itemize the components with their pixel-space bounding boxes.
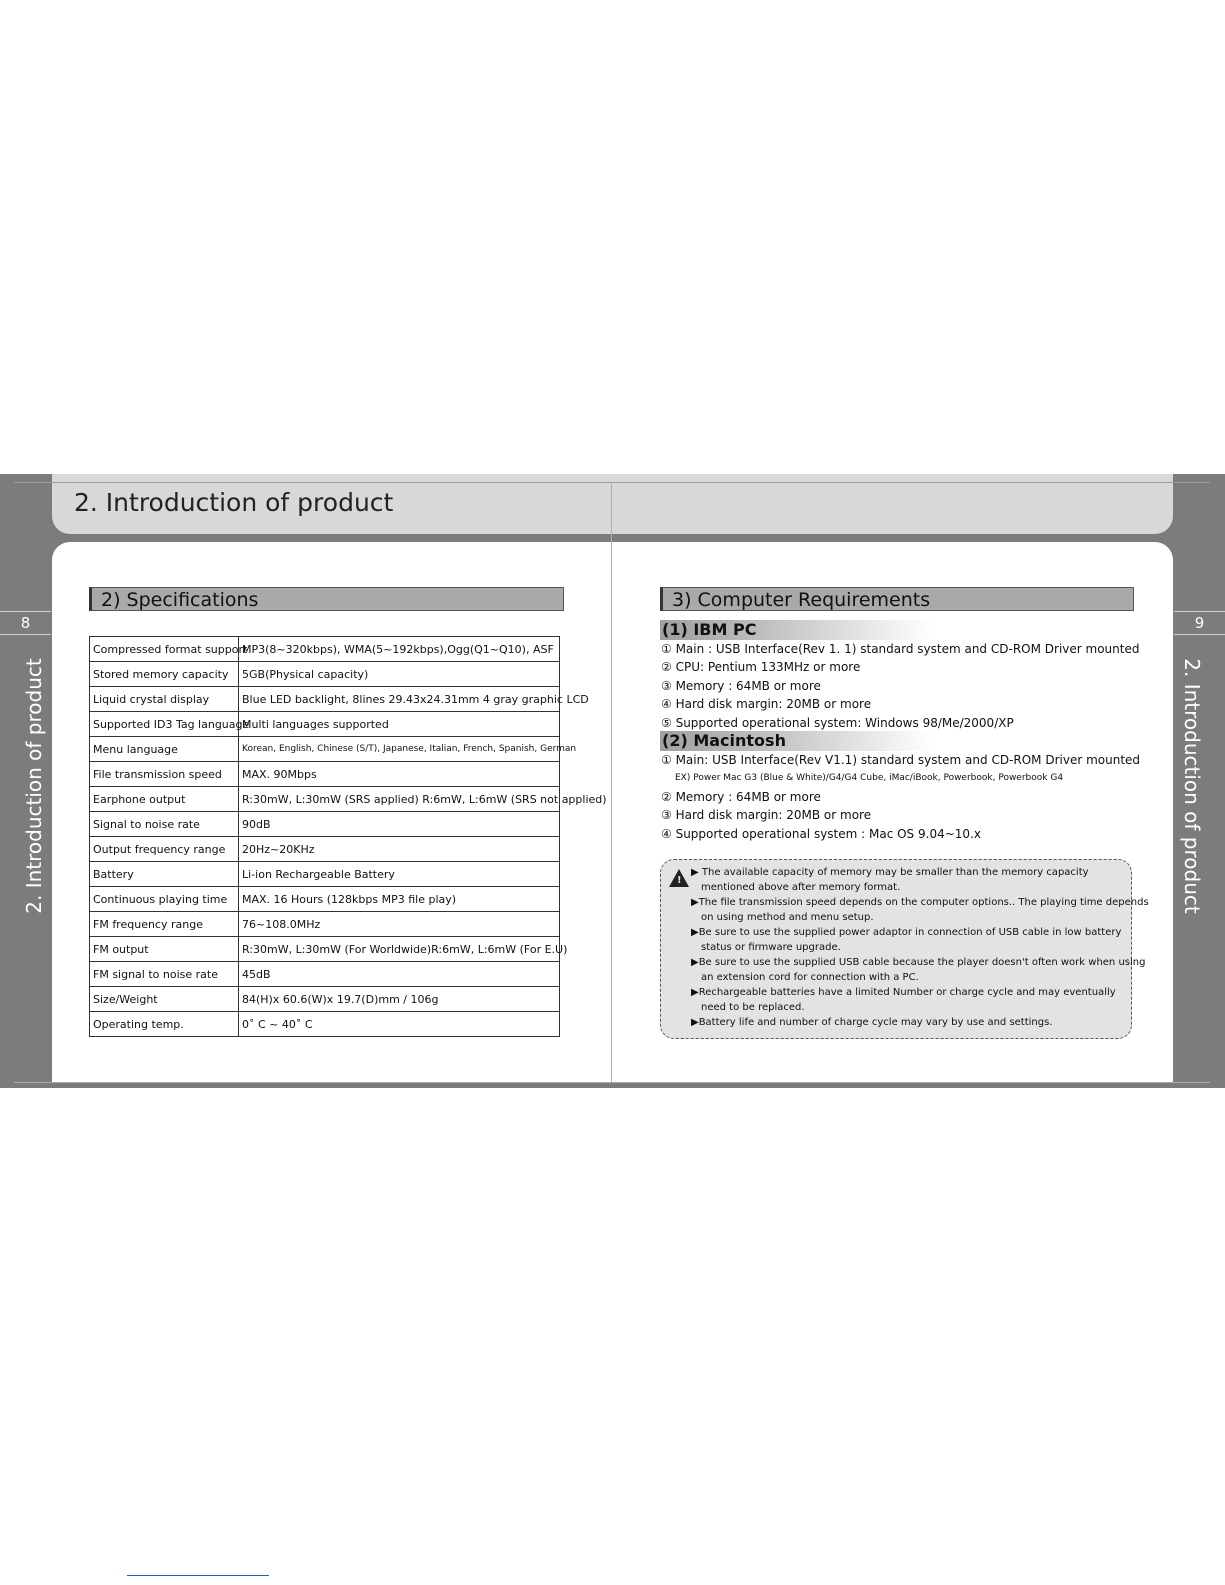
spec-value: 76~108.0MHz <box>239 912 560 937</box>
spec-key: Stored memory capacity <box>90 662 239 687</box>
requirement-line: ② CPU: Pentium 133MHz or more <box>661 660 861 674</box>
spec-key: Liquid crystal display <box>90 687 239 712</box>
computer-requirements-heading: 3) Computer Requirements <box>660 587 1134 611</box>
caution-notice-box <box>660 859 1149 1039</box>
table-row <box>90 887 560 912</box>
spec-key: Size/Weight <box>90 987 239 1012</box>
spec-value: MAX. 90Mbps <box>239 762 560 787</box>
page-number-right: 9 <box>1174 611 1225 635</box>
spec-key: Continuous playing time <box>90 887 239 912</box>
vertical-chapter-label-left: 2. Introduction of product <box>22 658 46 914</box>
vertical-chapter-label-right: 2. Introduction of product <box>1180 658 1204 914</box>
spec-key: FM signal to noise rate <box>90 962 239 987</box>
spec-value: Blue LED backlight, 8lines 29.43x24.31mm 4 gray graphic LCD <box>239 687 560 712</box>
notice-line: ▶Battery life and number of charge cycle may vary by use and settings. <box>691 1017 1053 1028</box>
table-row <box>90 1012 560 1037</box>
table-row <box>90 837 560 862</box>
specifications-heading: 2) Specifications <box>89 587 564 611</box>
notice-line: ▶The file transmission speed depends on the computer options.. The playing time depends <box>691 897 1149 908</box>
requirement-line: ④ Supported operational system : Mac OS 9.04~10.x <box>661 827 981 841</box>
spec-value: Li-ion Rechargeable Battery <box>239 862 560 887</box>
table-row <box>90 762 560 787</box>
spec-value: 45dB <box>239 962 560 987</box>
spec-key: Signal to noise rate <box>90 812 239 837</box>
requirement-example: EX) Power Mac G3 (Blue & White)/G4/G4 Cube, iMac/iBook, Powerbook, Powerbook G4 <box>675 773 1064 783</box>
spec-key: Menu language <box>90 737 239 762</box>
page-number-left: 8 <box>0 611 51 635</box>
spec-key: Battery <box>90 862 239 887</box>
spec-value: 84(H)x 60.6(W)x 19.7(D)mm / 106g <box>239 987 560 1012</box>
spec-key: FM frequency range <box>90 912 239 937</box>
specifications-table <box>89 636 607 1037</box>
spec-key: File transmission speed <box>90 762 239 787</box>
spec-key: Earphone output <box>90 787 239 812</box>
requirement-line: ③ Memory : 64MB or more <box>661 679 821 693</box>
requirement-line: ② Memory : 64MB or more <box>661 790 821 804</box>
notice-line: mentioned above after memory format. <box>701 882 901 893</box>
footer-rule <box>127 1575 269 1576</box>
table-row <box>90 637 560 662</box>
spec-key: Operating temp. <box>90 1012 239 1037</box>
spec-value: R:30mW, L:30mW (For Worldwide)R:6mW, L:6mW (For E.U) <box>239 937 560 962</box>
table-row <box>90 912 560 937</box>
spec-key: Output frequency range <box>90 837 239 862</box>
manual-spread <box>0 474 1225 1088</box>
table-row <box>90 812 560 837</box>
notice-line: ▶Be sure to use the supplied USB cable because the player doesn't often work when using <box>691 957 1146 968</box>
spec-value: MP3(8~320kbps), WMA(5~192kbps),Ogg(Q1~Q10), ASF <box>239 637 560 662</box>
page-title: 2. Introduction of product <box>74 488 394 517</box>
table-row <box>90 937 560 962</box>
requirement-line: ⑤ Supported operational system: Windows 98/Me/2000/XP <box>661 716 1014 730</box>
spec-value: Multi languages supported <box>239 712 560 737</box>
header-rule <box>14 482 1210 483</box>
ibm-pc-heading: (1) IBM PC <box>660 620 932 640</box>
spec-value: Korean, English, Chinese (S/T), Japanese, Italian, French, Spanish, German <box>239 737 560 762</box>
notice-line: ▶ The available capacity of memory may be smaller than the memory capacity <box>691 867 1089 878</box>
table-row <box>90 712 560 737</box>
notice-line: status or firmware upgrade. <box>701 942 841 953</box>
spec-value: 90dB <box>239 812 560 837</box>
notice-line: on using method and menu setup. <box>701 912 874 923</box>
notice-line: ▶Be sure to use the supplied power adaptor in connection of USB cable in low battery <box>691 927 1122 938</box>
spec-key: FM output <box>90 937 239 962</box>
macintosh-heading: (2) Macintosh <box>660 731 932 751</box>
warning-icon-mark: ! <box>677 875 682 886</box>
bottom-rule <box>14 1082 1210 1083</box>
table-row <box>90 862 560 887</box>
requirement-line: ③ Hard disk margin: 20MB or more <box>661 808 872 822</box>
spec-key: Supported ID3 Tag language <box>90 712 239 737</box>
requirement-line: ① Main: USB Interface(Rev V1.1) standard system and CD-ROM Driver mounted <box>661 753 1141 767</box>
table-row <box>90 787 560 812</box>
table-row <box>90 687 560 712</box>
notice-line: ▶Rechargeable batteries have a limited Number or charge cycle and may eventually <box>691 987 1116 998</box>
table-row <box>90 662 560 687</box>
table-row <box>90 737 560 762</box>
notice-line: need to be replaced. <box>701 1002 805 1013</box>
spec-value: 5GB(Physical capacity) <box>239 662 560 687</box>
table-row <box>90 962 560 987</box>
center-divider <box>611 482 612 1082</box>
spec-value: 20Hz~20KHz <box>239 837 560 862</box>
spec-key: Compressed format support <box>90 637 239 662</box>
spec-value: MAX. 16 Hours (128kbps MP3 file play) <box>239 887 560 912</box>
notice-line: an extension cord for connection with a PC. <box>701 972 919 983</box>
spec-value: 0˚ C ~ 40˚ C <box>239 1012 560 1037</box>
requirement-line: ④ Hard disk margin: 20MB or more <box>661 697 872 711</box>
requirement-line: ① Main : USB Interface(Rev 1. 1) standard system and CD-ROM Driver mounted <box>661 642 1140 656</box>
table-row <box>90 987 560 1012</box>
spec-value: R:30mW, L:30mW (SRS applied) R:6mW, L:6mW (SRS not applied) <box>239 787 560 812</box>
